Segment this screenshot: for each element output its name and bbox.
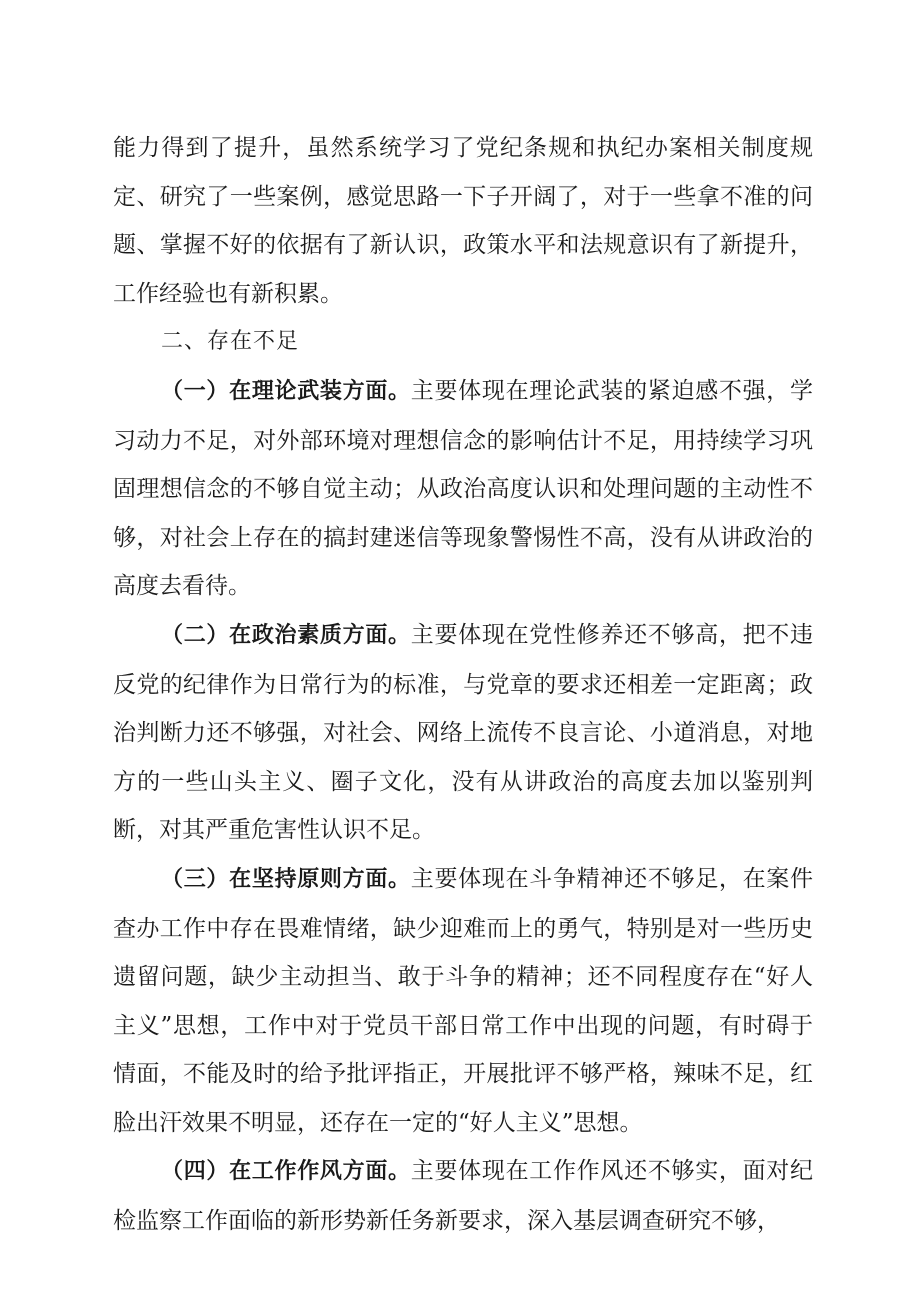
paragraph-lead: （二）在政治素质方面。 [161,622,411,648]
document-body [113,124,813,1246]
paragraph-item-4 [113,1147,813,1245]
paragraph-text: 主要体现在工作作风还不够实，面对纪检监察工作面临的新形势新任务新要求，深入基层调查研究不够， [113,1158,813,1235]
paragraph-text: 主要体现在党性修养还不够高，把不违反党的纪律作为日常行为的标准，与党章的要求还相差一定距离；政治判断力还不够强，对社会、网络上流传不良言论、小道消息，对地方的一些山头主义、圈子文化，没有从讲政治的高度去加以鉴别判断，对其严重危害性认识不足。 [113,621,813,844]
paragraph-lead: （三）在坚持原则方面。 [161,866,411,892]
section-heading [113,318,813,367]
section-heading-text: 二、存在不足 [161,329,300,355]
paragraph-lead: （一）在理论武装方面。 [161,378,411,404]
paragraph-text: 主要体现在理论武装的紧迫感不强，学习动力不足，对外部环境对理想信念的影响估计不足，用持续学习巩固理想信念的不够自觉主动；从政治高度认识和处理问题的主动性不够，对社会上存在的搞封建迷信等现象警惕性不高，没有从讲政治的高度去看待。 [113,377,813,600]
paragraph-text: 主要体现在斗争精神还不够足，在案件查办工作中存在畏难情绪，缺少迎难而上的勇气，特别是对一些历史遗留问题，缺少主动担当、敢于斗争的精神；还不同程度存在“好人主义”思想，工作中对于党员干部日常工作中出现的问题，有时碍于情面，不能及时的给予批评指正，开展批评不够严格，辣味不足，红脸出汗效果不明显，还存在一定的“好人主义”思想。 [113,865,813,1136]
paragraph-item-1 [113,367,813,611]
paragraph-lead: （四）在工作作风方面。 [161,1159,411,1185]
paragraph-continuation [113,124,813,318]
paragraph-item-3 [113,855,813,1148]
paragraph-item-2 [113,611,813,855]
paragraph-text: 能力得到了提升，虽然系统学习了党纪条规和执纪办案相关制度规定、研究了一些案例，感觉思路一下子开阔了，对于一些拿不准的问题、掌握不好的依据有了新认识，政策水平和法规意识有了新提升，工作经验也有新积累。 [113,135,813,307]
